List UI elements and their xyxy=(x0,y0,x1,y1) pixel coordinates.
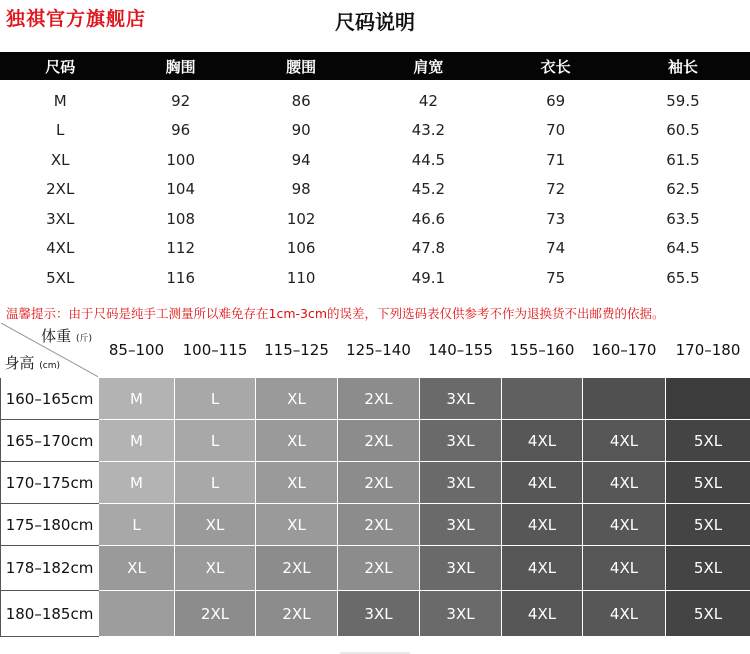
recommended-size-cell: 4XL xyxy=(583,504,666,546)
recommended-size-cell: 4XL xyxy=(502,504,583,546)
size-chart-cell: 61.5 xyxy=(666,150,700,169)
size-chart-row xyxy=(0,204,750,234)
size-chart-cell: 116 xyxy=(166,268,195,287)
height-row xyxy=(1,420,750,462)
recommended-size-cell: 5XL xyxy=(666,591,750,637)
recommended-size-cell: 4XL xyxy=(502,591,583,637)
recommended-size-cell: 3XL xyxy=(420,546,502,591)
recommended-size-cell: 4XL xyxy=(502,462,583,504)
recommended-size-cell xyxy=(99,591,175,637)
size-recommendation-table xyxy=(0,322,750,637)
size-chart-cell: 62.5 xyxy=(666,180,700,199)
size-chart-cell: 5XL xyxy=(46,268,75,287)
recommended-size-cell: 3XL xyxy=(420,591,502,637)
col-header-chest: 胸围 xyxy=(120,52,240,80)
size-chart-cell: 74 xyxy=(546,239,566,258)
weight-header-row xyxy=(1,323,750,378)
size-chart-cell: 43.2 xyxy=(411,121,446,140)
size-chart-cell: 42 xyxy=(418,91,438,110)
size-chart-row xyxy=(0,145,750,175)
col-header-shoulder: 肩宽 xyxy=(361,52,495,80)
height-unit: (cm) xyxy=(39,361,61,371)
size-chart-cell: 70 xyxy=(546,121,566,140)
height-row xyxy=(1,591,750,637)
col-header-waist: 腰围 xyxy=(241,52,361,80)
size-chart-cell: 108 xyxy=(166,209,195,228)
recommended-size-cell: 5XL xyxy=(666,504,750,546)
weight-range-header: 160–170 xyxy=(583,323,666,378)
size-chart-cell: 73 xyxy=(546,209,566,228)
size-chart-cell: 44.5 xyxy=(411,150,446,169)
recommended-size-cell: M xyxy=(99,420,175,462)
recommended-size-cell xyxy=(666,378,750,420)
size-chart-cell: 46.6 xyxy=(411,209,446,228)
size-chart-cell: M xyxy=(53,91,67,110)
recommended-size-cell: M xyxy=(99,462,175,504)
recommended-size-cell xyxy=(583,378,666,420)
size-chart-row xyxy=(0,263,750,293)
recommended-size-cell: 2XL xyxy=(338,420,420,462)
recommended-size-cell: 4XL xyxy=(583,420,666,462)
size-chart-body xyxy=(0,80,750,293)
size-chart-cell: 75 xyxy=(546,268,566,287)
size-chart-cell: 45.2 xyxy=(411,180,446,199)
size-chart-cell: 60.5 xyxy=(666,121,700,140)
recommended-size-cell: 2XL xyxy=(338,378,420,420)
size-chart-cell: 90 xyxy=(291,121,311,140)
recommended-size-cell: XL xyxy=(175,504,256,546)
size-chart-cell: 65.5 xyxy=(666,268,700,287)
recommended-size-cell: 4XL xyxy=(583,591,666,637)
weight-range-header: 140–155 xyxy=(420,323,502,378)
size-chart-row xyxy=(0,234,750,264)
size-chart-cell: 92 xyxy=(171,91,191,110)
height-axis-label xyxy=(5,352,61,373)
size-chart-cell: 64.5 xyxy=(666,239,700,258)
size-chart-cell: 59.5 xyxy=(666,91,700,110)
size-chart-cell: 102 xyxy=(286,209,316,228)
page-title: 尺码说明 xyxy=(335,10,415,34)
height-range-label: 165–170cm xyxy=(1,420,99,462)
recommended-size-cell: 4XL xyxy=(583,546,666,591)
size-chart-cell: 2XL xyxy=(46,180,75,199)
size-chart-row xyxy=(0,116,750,146)
recommended-size-cell: L xyxy=(175,378,256,420)
size-chart-cell: XL xyxy=(50,150,70,169)
height-label: 身高 xyxy=(4,354,35,372)
corner-header xyxy=(1,323,99,378)
weight-range-header: 155–160 xyxy=(502,323,583,378)
size-chart-cell: 47.8 xyxy=(411,239,446,258)
size-chart-cell: 86 xyxy=(291,91,311,110)
size-chart-cell: 72 xyxy=(546,180,566,199)
recommendation-body xyxy=(1,378,750,637)
size-chart-cell: 71 xyxy=(546,150,566,169)
weight-range-header: 170–180 xyxy=(666,323,750,378)
weight-range-header: 125–140 xyxy=(338,323,420,378)
col-header-sleeve: 袖长 xyxy=(616,52,750,80)
size-chart-table xyxy=(0,52,750,293)
recommended-size-cell xyxy=(502,378,583,420)
recommended-size-cell: 2XL xyxy=(175,591,256,637)
weight-range-header: 100–115 xyxy=(175,323,256,378)
weight-unit: (斤) xyxy=(75,334,92,344)
recommended-size-cell: M xyxy=(99,378,175,420)
recommended-size-cell: 3XL xyxy=(420,378,502,420)
recommended-size-cell: 2XL xyxy=(256,591,338,637)
recommended-size-cell: XL xyxy=(175,546,256,591)
size-chart-cell: 110 xyxy=(286,268,316,287)
recommended-size-cell: 4XL xyxy=(502,420,583,462)
height-row xyxy=(1,504,750,546)
height-range-label: 160–165cm xyxy=(1,378,99,420)
height-row xyxy=(1,546,750,591)
weight-range-header: 115–125 xyxy=(256,323,338,378)
size-chart-cell: 49.1 xyxy=(411,268,446,287)
recommended-size-cell: 5XL xyxy=(666,462,750,504)
size-chart-cell: 94 xyxy=(291,150,311,169)
height-range-label: 178–182cm xyxy=(1,546,99,591)
height-range-label: 175–180cm xyxy=(1,504,99,546)
weight-axis-label xyxy=(41,325,92,346)
recommended-size-cell: XL xyxy=(256,378,338,420)
recommended-size-cell: 2XL xyxy=(338,504,420,546)
size-chart-cell: 63.5 xyxy=(666,209,700,228)
recommended-size-cell: XL xyxy=(256,420,338,462)
footer-decoration xyxy=(330,644,420,654)
height-range-label: 180–185cm xyxy=(1,591,99,637)
recommended-size-cell: L xyxy=(175,462,256,504)
size-chart-cell: 69 xyxy=(546,91,566,110)
store-brand: 独祺官方旗舰店 xyxy=(6,8,147,30)
size-chart-cell: 4XL xyxy=(46,239,75,258)
weight-label: 体重 xyxy=(41,327,72,345)
recommended-size-cell: 3XL xyxy=(420,420,502,462)
recommended-size-cell: 2XL xyxy=(338,546,420,591)
height-row xyxy=(1,378,750,420)
size-chart-cell: L xyxy=(56,121,65,140)
recommended-size-cell: 4XL xyxy=(502,546,583,591)
col-header-size: 尺码 xyxy=(0,52,120,80)
recommended-size-cell: L xyxy=(175,420,256,462)
recommended-size-cell: 2XL xyxy=(338,462,420,504)
recommended-size-cell: 2XL xyxy=(256,546,338,591)
recommended-size-cell: 3XL xyxy=(420,462,502,504)
recommended-size-cell: 3XL xyxy=(420,504,502,546)
recommended-size-cell: 4XL xyxy=(583,462,666,504)
recommended-size-cell: 3XL xyxy=(338,591,420,637)
height-row xyxy=(1,462,750,504)
size-chart-cell: 98 xyxy=(291,180,311,199)
sizing-tip: 温馨提示：由于尺码是纯手工测量所以难免存在1cm-3cm的误差，下列选码表仅供参考不作为退换货不出邮费的依据。 xyxy=(6,306,665,321)
size-chart-cell: 106 xyxy=(286,239,316,258)
recommended-size-cell: XL xyxy=(256,462,338,504)
weight-range-header: 85–100 xyxy=(99,323,175,378)
height-range-label: 170–175cm xyxy=(1,462,99,504)
size-chart-cell: 96 xyxy=(171,121,191,140)
recommended-size-cell: L xyxy=(99,504,175,546)
recommended-size-cell: XL xyxy=(99,546,175,591)
size-chart-header-row xyxy=(0,52,750,80)
size-chart-cell: 100 xyxy=(166,150,195,169)
size-chart-cell: 112 xyxy=(166,239,195,258)
size-chart-cell: 3XL xyxy=(46,209,75,228)
recommended-size-cell: 5XL xyxy=(666,546,750,591)
recommended-size-cell: 5XL xyxy=(666,420,750,462)
size-chart-cell: 104 xyxy=(166,180,195,199)
size-chart-row xyxy=(0,175,750,205)
size-chart-row xyxy=(0,80,750,116)
recommended-size-cell: XL xyxy=(256,504,338,546)
col-header-length: 衣长 xyxy=(495,52,615,80)
